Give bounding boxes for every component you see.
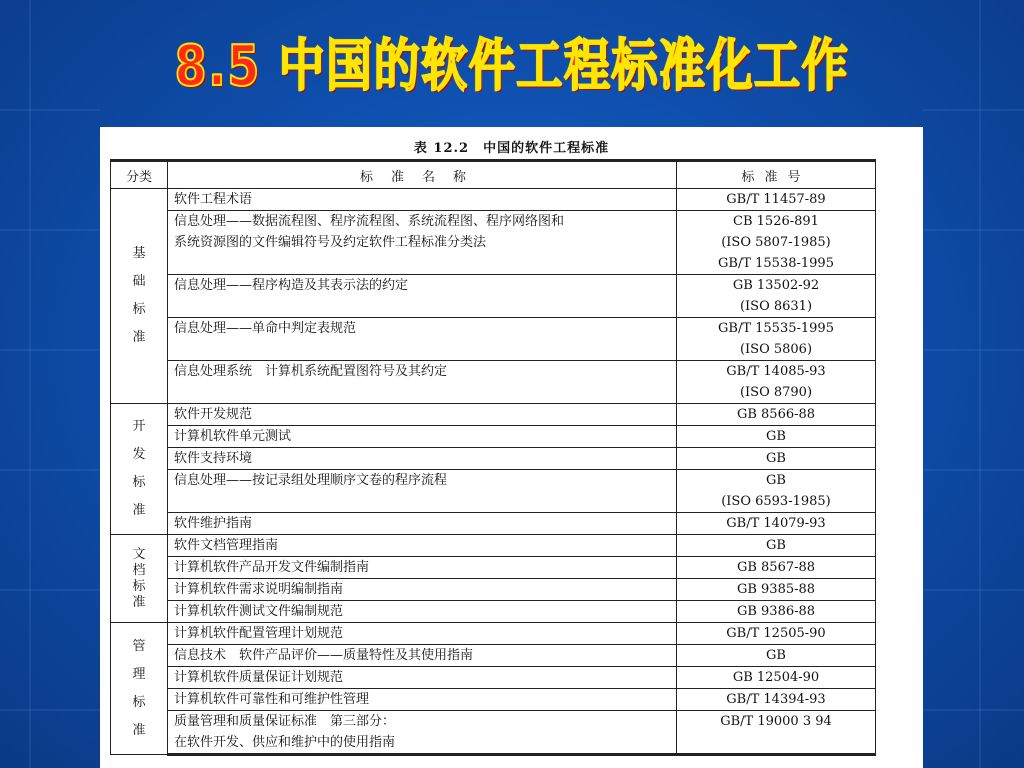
- standard-name-cell: 软件支持环境: [168, 448, 677, 470]
- standard-name-cell: 计算机软件产品开发文件编制指南: [168, 557, 677, 579]
- table-row: [111, 513, 876, 535]
- standard-code-cell: GB 8567-88: [677, 557, 876, 579]
- table-row: [111, 404, 876, 426]
- standard-name-cell: 信息处理——单命中判定表规范: [168, 318, 677, 361]
- standard-code-cell: GB 8566-88: [677, 404, 876, 426]
- standard-name-cell: 信息处理系统 计算机系统配置图符号及其约定: [168, 361, 677, 404]
- table-row: [111, 426, 876, 448]
- table-row: [111, 601, 876, 623]
- category-char: 标: [132, 578, 146, 594]
- category-char: 基: [132, 246, 146, 261]
- standard-code-cell: GB/T 19000 3 94: [677, 711, 876, 755]
- standard-name-cell: 质量管理和质量保证标准 第三部分： 在软件开发、供应和维护中的使用指南: [168, 711, 677, 755]
- category-char: 标: [132, 694, 146, 710]
- table-header-row: [111, 161, 876, 189]
- standard-code-cell: GB/T 14085-93 (ISO 8790): [677, 361, 876, 404]
- standard-code-cell: GB: [677, 426, 876, 448]
- header-name: 标准名称: [168, 161, 677, 189]
- table-row: [111, 579, 876, 601]
- category-char: 开: [132, 419, 146, 434]
- table-row: [111, 535, 876, 557]
- category-cell: [111, 189, 168, 404]
- table-body: [111, 189, 876, 755]
- standard-code-cell: GB/T 12505-90: [677, 623, 876, 645]
- table-row: [111, 623, 876, 645]
- category-char: 发: [132, 447, 146, 462]
- table-row: [111, 448, 876, 470]
- category-char: 标: [132, 475, 146, 490]
- category-char: 文: [132, 546, 146, 562]
- standard-name-cell: 软件维护指南: [168, 513, 677, 535]
- standard-name-cell: 信息技术 软件产品评价——质量特性及其使用指南: [168, 645, 677, 667]
- standard-code-cell: GB (ISO 6593-1985): [677, 470, 876, 513]
- category-char: 准: [132, 594, 146, 610]
- standard-name-cell: 信息处理——数据流程图、程序流程图、系统流程图、程序网络图和 系统资源图的文件编辑符号及约定软件工程标准分类法: [168, 211, 677, 275]
- standard-code-cell: GB 12504-90: [677, 667, 876, 689]
- standard-name-cell: 软件开发规范: [168, 404, 677, 426]
- standard-name-cell: 计算机软件需求说明编制指南: [168, 579, 677, 601]
- standard-code-cell: GB: [677, 448, 876, 470]
- table-caption: 表 12.2 中国的软件工程标准: [413, 141, 610, 156]
- standard-name-cell: 计算机软件配置管理计划规范: [168, 623, 677, 645]
- category-char: 档: [132, 562, 146, 578]
- standards-table: [110, 159, 876, 756]
- table-row: [111, 361, 876, 404]
- standard-code-cell: GB: [677, 535, 876, 557]
- standard-code-cell: CB 1526-891 (ISO 5807-1985) GB/T 15538-1995: [677, 211, 876, 275]
- scanned-table-image: [100, 127, 923, 768]
- standard-name-cell: 软件工程术语: [168, 189, 677, 211]
- standard-code-cell: GB/T 11457-89: [677, 189, 876, 211]
- category-char: 准: [132, 330, 146, 345]
- standard-name-cell: 计算机软件可靠性和可维护性管理: [168, 689, 677, 711]
- standard-name-cell: 信息处理——按记录组处理顺序文卷的程序流程: [168, 470, 677, 513]
- category-char: 础: [132, 274, 146, 289]
- category-char: 理: [132, 666, 146, 682]
- table-row: [111, 470, 876, 513]
- table-row: [111, 645, 876, 667]
- standard-code-cell: GB 9386-88: [677, 601, 876, 623]
- table-row: [111, 318, 876, 361]
- slide-title: 8.5 中国的软件工程标准化工作: [174, 34, 850, 99]
- standard-name-cell: 信息处理——程序构造及其表示法的约定: [168, 275, 677, 318]
- table-row: [111, 689, 876, 711]
- table-row: [111, 557, 876, 579]
- header-code: 标准号: [677, 161, 876, 189]
- category-cell: [111, 623, 168, 755]
- standard-code-cell: GB/T 14394-93: [677, 689, 876, 711]
- category-cell: [111, 535, 168, 623]
- table-row: [111, 275, 876, 318]
- standard-code-cell: GB: [677, 645, 876, 667]
- category-char: 准: [132, 722, 146, 738]
- standard-name-cell: 计算机软件单元测试: [168, 426, 677, 448]
- standard-code-cell: GB 9385-88: [677, 579, 876, 601]
- table-row: [111, 667, 876, 689]
- category-cell: [111, 404, 168, 535]
- category-char: 管: [132, 638, 146, 654]
- table-row: [111, 189, 876, 211]
- category-char: 准: [132, 503, 146, 518]
- standard-name-cell: 软件文档管理指南: [168, 535, 677, 557]
- standard-code-cell: GB/T 15535-1995 (ISO 5806): [677, 318, 876, 361]
- standard-name-cell: 计算机软件测试文件编制规范: [168, 601, 677, 623]
- header-category: 分类: [111, 161, 168, 189]
- category-char: 标: [132, 302, 146, 317]
- standard-name-cell: 计算机软件质量保证计划规范: [168, 667, 677, 689]
- table-row: [111, 711, 876, 755]
- standard-code-cell: GB 13502-92 (ISO 8631): [677, 275, 876, 318]
- table-row: [111, 211, 876, 275]
- standard-code-cell: GB/T 14079-93: [677, 513, 876, 535]
